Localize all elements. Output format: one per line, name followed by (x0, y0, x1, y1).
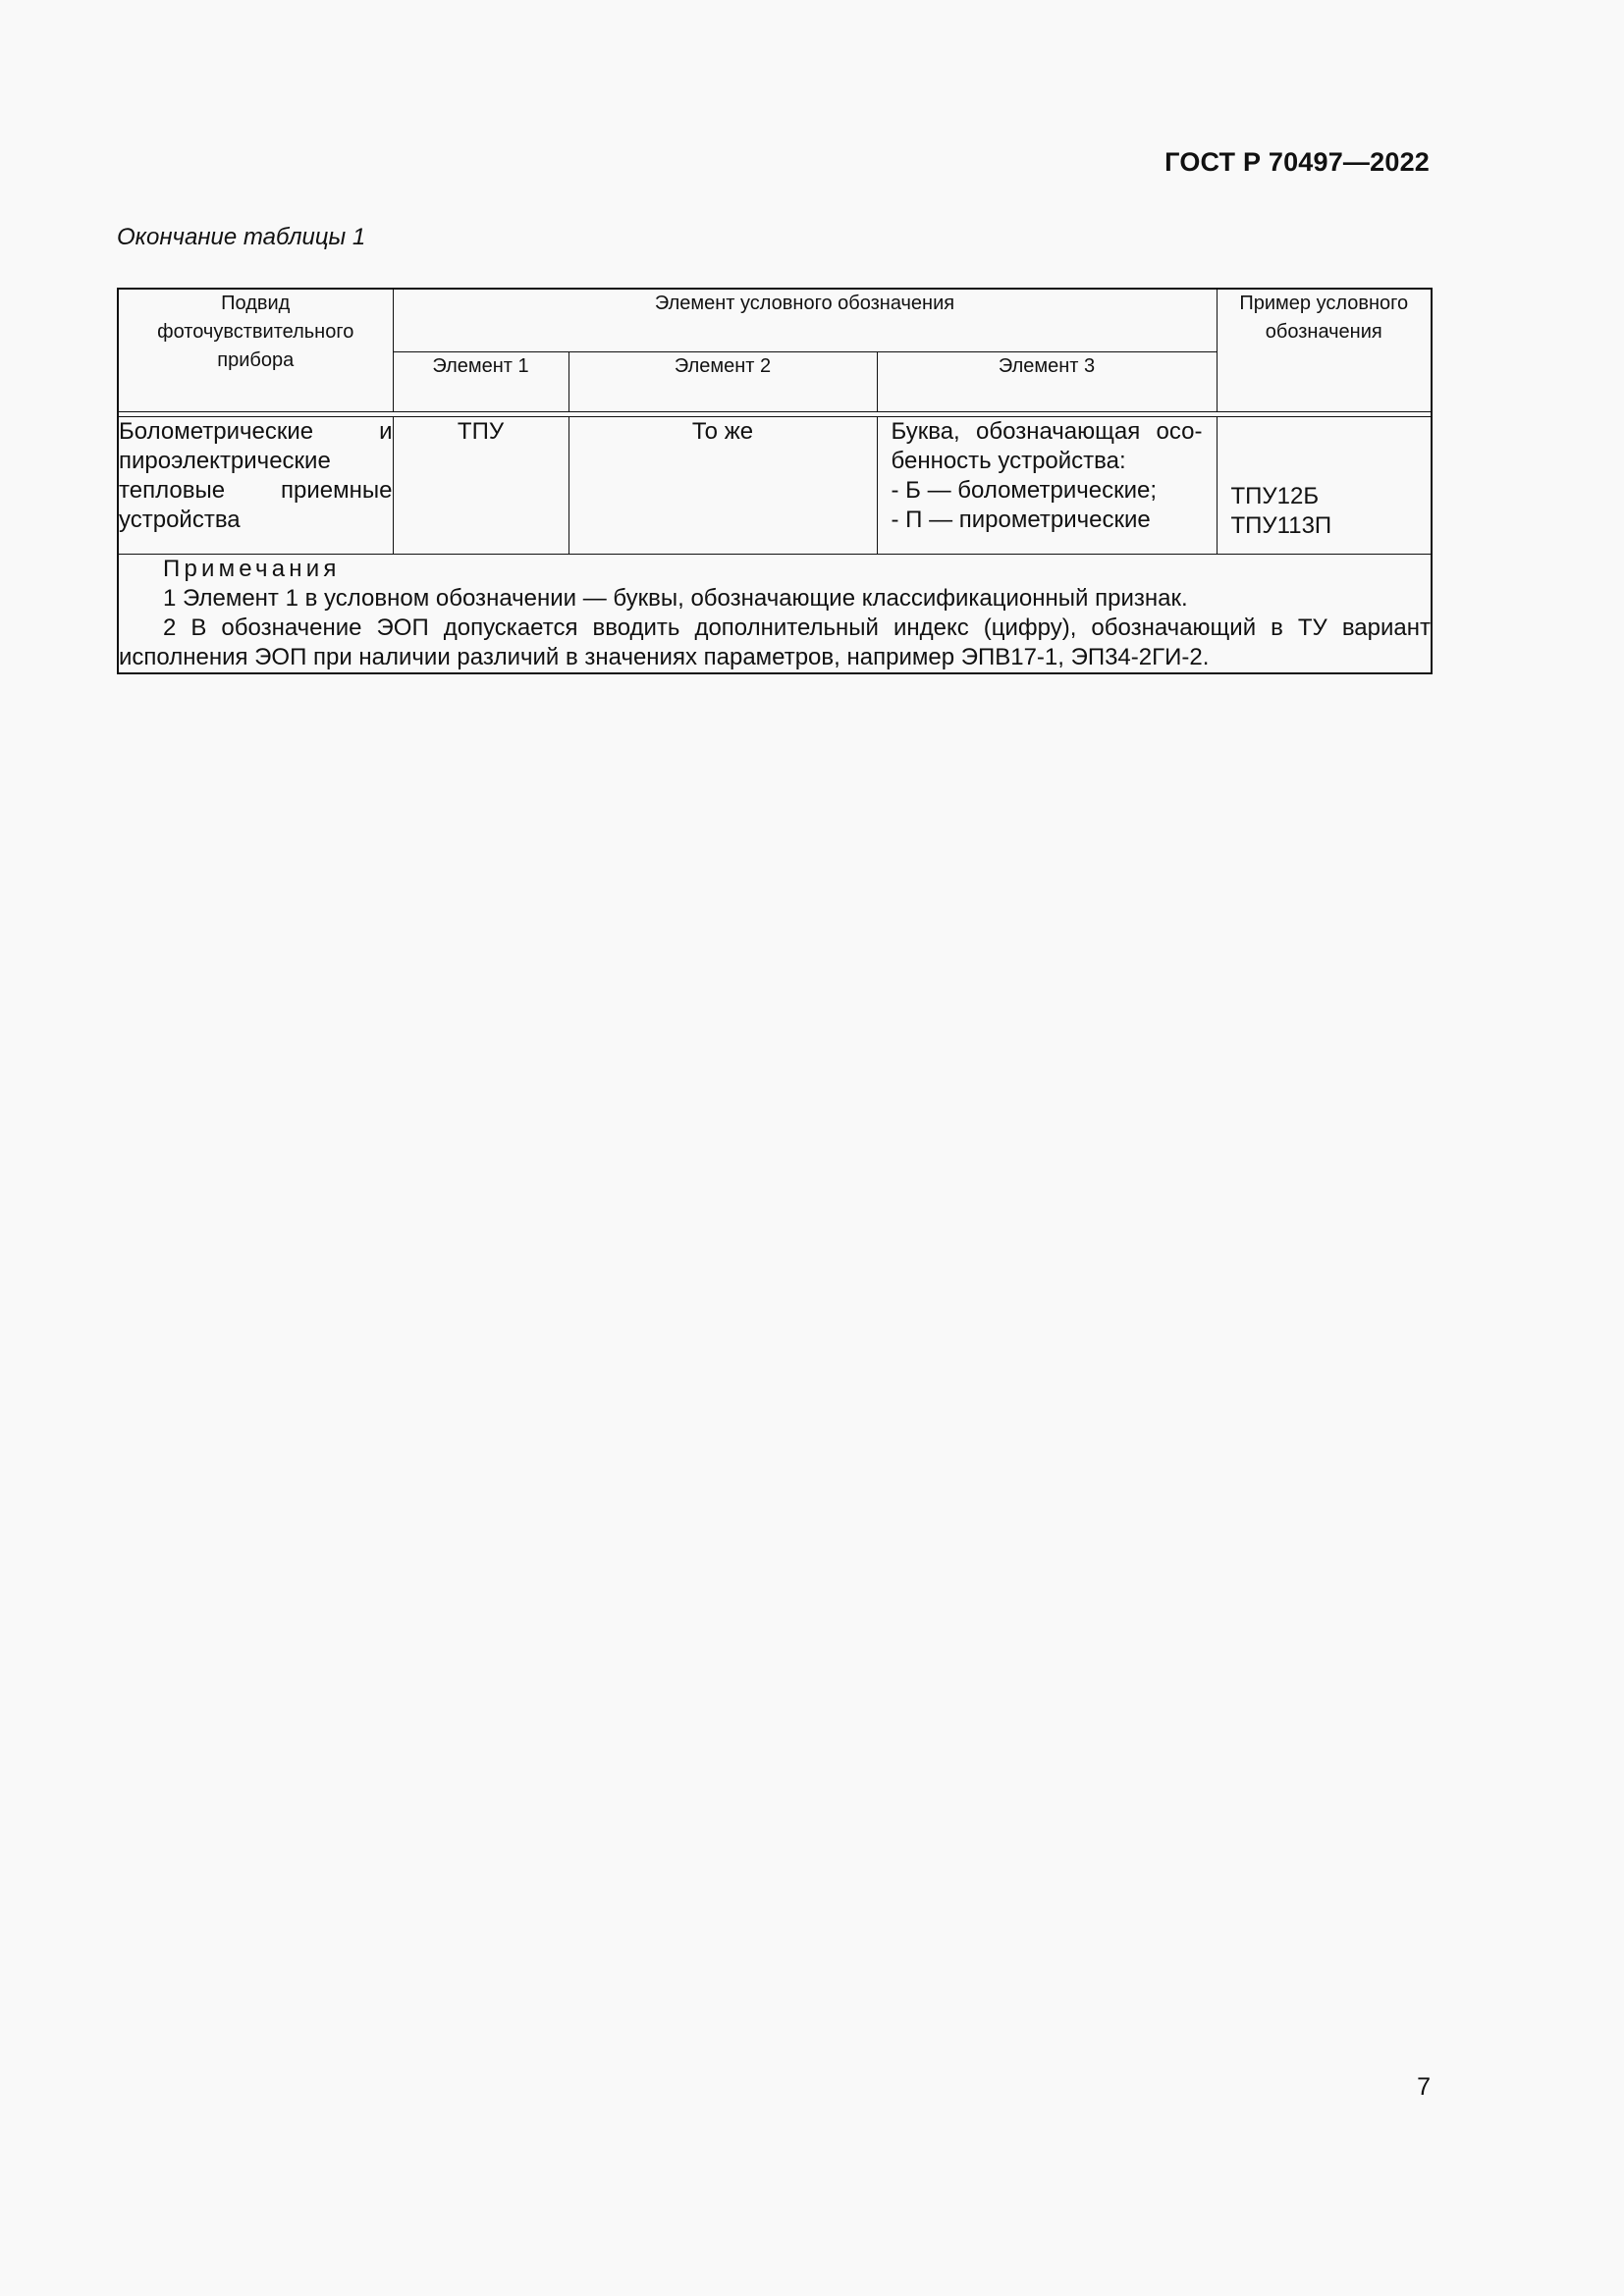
element-3-line: - П — пирометрические (891, 506, 1151, 533)
note-1: 1 Элемент 1 в условном обозначении — буквы, обозначающие классификационный признак. (163, 584, 1188, 612)
cell-element-2: То же (568, 416, 877, 554)
table-caption: Окончание таблицы 1 (117, 224, 366, 250)
table-row (118, 416, 1432, 554)
header-element-group: Элемент условного обозначения (393, 289, 1217, 351)
note-2: 2 В обозначение ЭОП допускается вводить дополнительный индекс (цифру), обозначающий в ТУ вариант исполнения ЭОП при наличии различий в значениях параметров, например ЭПВ17-1, ЭП34-2ГИ-2. (119, 614, 1431, 670)
element-3-line: Буква, обозначающая осо- (891, 417, 1203, 445)
cell-element-3 (877, 416, 1217, 554)
example-value: ТПУ113П (1230, 511, 1332, 539)
header-example: Пример условного обозначения (1217, 289, 1432, 411)
cell-subtype: Болометрические и пироэлектрические тепловые приемные устройства (118, 416, 393, 554)
example-value: ТПУ12Б (1230, 482, 1320, 509)
notes-row (118, 554, 1432, 673)
designation-table (117, 288, 1433, 674)
document-code: ГОСТ Р 70497—2022 (1164, 147, 1430, 177)
header-element-3: Элемент 3 (877, 351, 1217, 411)
header-element-1: Элемент 1 (393, 351, 568, 411)
header-subtype: Подвид фоточувствительного прибора (118, 289, 393, 411)
cell-example (1217, 416, 1432, 554)
notes-cell (118, 554, 1432, 673)
notes-title: Примечания (163, 555, 341, 582)
page-number: 7 (1417, 2073, 1431, 2101)
element-3-line: бенность устройства: (891, 447, 1126, 474)
element-3-line: - Б — болометрические; (891, 476, 1158, 504)
cell-element-1: ТПУ (393, 416, 568, 554)
header-element-2: Элемент 2 (568, 351, 877, 411)
